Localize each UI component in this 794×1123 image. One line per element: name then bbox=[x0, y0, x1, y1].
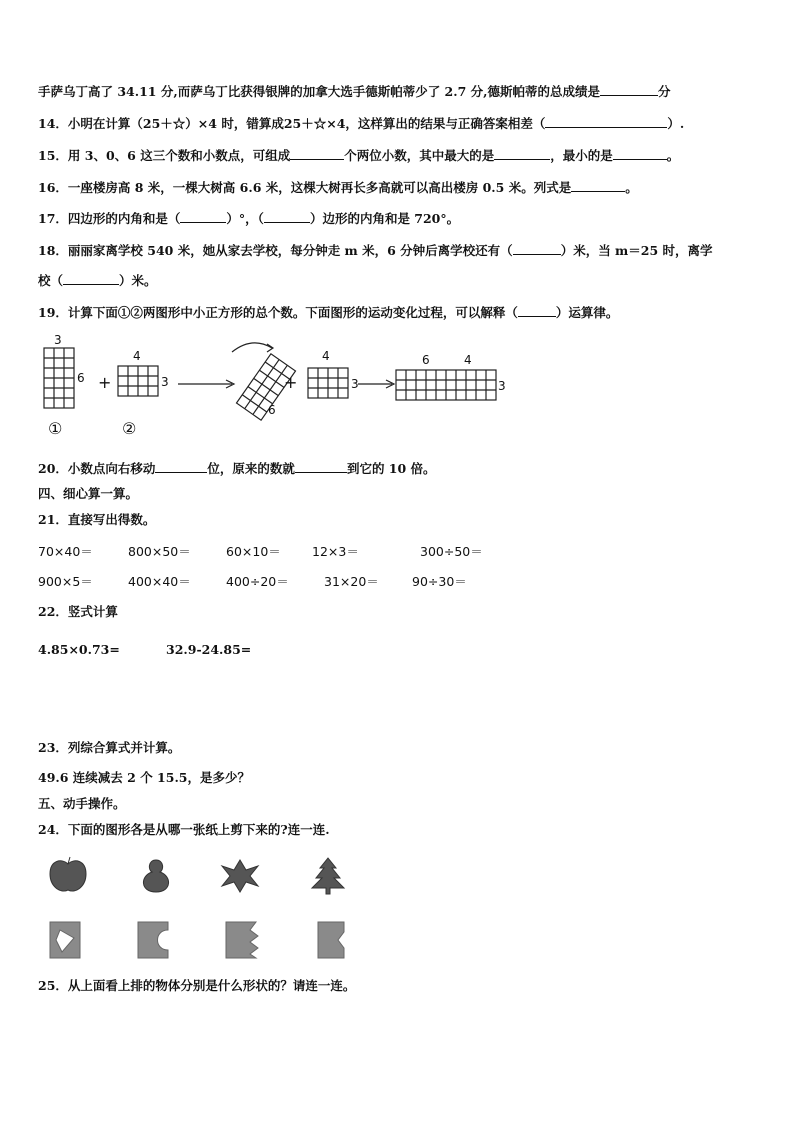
q22-number: 22． bbox=[38, 604, 68, 619]
q21-number: 21． bbox=[38, 512, 68, 527]
combined-height-label: 3 bbox=[498, 379, 506, 393]
q19-text-a: 计算下面①②两图形中小正方形的总个数。下面图形的运动变化过程，可以解释（ bbox=[67, 305, 518, 320]
q19-line bbox=[38, 304, 618, 321]
section-5-heading: 五、动手操作。 bbox=[38, 796, 126, 811]
q19-figure bbox=[36, 334, 506, 442]
q14-line bbox=[38, 115, 684, 132]
q15-blank-3[interactable] bbox=[613, 147, 667, 160]
q16-line bbox=[38, 179, 638, 196]
q25-text: 从上面看上排的物体分别是什么形状的？请连一连。 bbox=[67, 978, 356, 993]
q15-text-c: ，最小的是 bbox=[550, 148, 613, 163]
tree-icon[interactable] bbox=[312, 858, 344, 894]
q18-line-1 bbox=[38, 242, 713, 259]
q14-number: 14． bbox=[38, 116, 68, 131]
q22-line bbox=[38, 604, 118, 620]
fig2-height-label: 3 bbox=[161, 375, 169, 389]
calc-item: 90÷30＝ bbox=[412, 574, 467, 589]
paper-leaf-cut-icon[interactable] bbox=[50, 922, 80, 958]
q14-text: 小明在计算（25＋☆）×4 时，错算成25＋☆×4，这样算出的结果与正确答案相差（ bbox=[67, 116, 546, 131]
q25-line bbox=[38, 978, 355, 994]
calc-item: 800×50＝ bbox=[128, 544, 191, 559]
calc-item: 31×20＝ bbox=[324, 574, 379, 589]
q18-text-d: ）米。 bbox=[119, 273, 157, 288]
q24-number: 24． bbox=[38, 822, 68, 837]
q18-text-b: ）米，当 m＝25 时，离学 bbox=[560, 243, 713, 258]
q21-text: 直接写出得数。 bbox=[67, 512, 156, 527]
q25-number: 25． bbox=[38, 978, 68, 993]
q15-number: 15． bbox=[38, 148, 68, 163]
q20-text-a: 小数点向右移动 bbox=[67, 461, 156, 476]
q24-text: 下面的图形各是从哪一张纸上剪下来的?连一连. bbox=[67, 822, 330, 837]
rotation-arc-head bbox=[267, 344, 273, 352]
q17-blank-1[interactable] bbox=[180, 210, 226, 223]
q18-text-a: 丽丽家离学校 540 米，她从家去学校，每分钟走 m 米，6 分钟后离学校还有（ bbox=[67, 243, 513, 258]
q14-suffix: ）. bbox=[667, 116, 685, 131]
fig1-height-label: 6 bbox=[77, 371, 85, 385]
q21-line bbox=[38, 512, 155, 528]
q16-text: 一座楼房高 8 米，一棵大树高 6.6 米，这棵大树再长多高就可以高出楼房 0.5 米。列式是 bbox=[67, 180, 572, 195]
fig2-copy-width-label: 4 bbox=[322, 349, 330, 363]
q16-blank[interactable] bbox=[571, 179, 625, 192]
rotated-grid-label: 6 bbox=[268, 403, 276, 417]
q15-text-d: 。 bbox=[666, 148, 680, 163]
apple-icon[interactable] bbox=[50, 857, 86, 891]
q20-number: 20． bbox=[38, 461, 68, 476]
q15-blank-1[interactable] bbox=[290, 147, 344, 160]
plus-sign-2: + bbox=[284, 373, 298, 392]
q15-text-b: 个两位小数，其中最大的是 bbox=[344, 148, 495, 163]
q17-text-b: ）°，（ bbox=[226, 211, 264, 226]
calc-item: 900×5＝ bbox=[38, 574, 93, 589]
grid-figure-1 bbox=[44, 348, 74, 408]
rotation-arc bbox=[232, 343, 272, 352]
calc-item: 60×10＝ bbox=[226, 544, 281, 559]
q17-text-a: 四边形的内角和是（ bbox=[67, 211, 181, 226]
q17-blank-2[interactable] bbox=[264, 210, 310, 223]
q15-line bbox=[38, 147, 679, 164]
q17-text-c: ）边形的内角和是 720°。 bbox=[309, 211, 460, 226]
calc-item: 12×3＝ bbox=[312, 544, 359, 559]
section-4-heading: 四、细心算一算。 bbox=[38, 486, 139, 501]
fig1-width-label: 3 bbox=[54, 334, 62, 347]
combined-width-4-label: 4 bbox=[464, 353, 472, 367]
q16-suffix: 。 bbox=[625, 180, 638, 195]
q13-blank[interactable] bbox=[600, 83, 658, 96]
circle-1-label: ① bbox=[48, 419, 63, 438]
q20-blank-2[interactable] bbox=[295, 460, 347, 473]
q23-text: 列综合算式并计算。 bbox=[67, 740, 181, 755]
grid-figure-2-copy bbox=[308, 368, 348, 398]
q18-blank-2[interactable] bbox=[63, 272, 119, 285]
q14-blank[interactable] bbox=[545, 115, 667, 128]
calc-item: 400÷20＝ bbox=[226, 574, 289, 589]
q18-text-c: 校（ bbox=[38, 273, 64, 288]
q15-text-a: 用 3、0、6 这三个数和小数点，可组成 bbox=[67, 148, 291, 163]
q20-line bbox=[38, 460, 436, 477]
q23-number: 23． bbox=[38, 740, 68, 755]
combined-width-6-label: 6 bbox=[422, 353, 430, 367]
q20-text-c: 到它的 10 倍。 bbox=[346, 461, 436, 476]
calc-item: 70×40＝ bbox=[38, 544, 93, 559]
q16-number: 16． bbox=[38, 180, 68, 195]
q23-line bbox=[38, 740, 180, 756]
vertical-calc-item-2: 32.9-24.85= bbox=[166, 642, 252, 657]
paper-zigzag-cut-icon[interactable] bbox=[226, 922, 258, 958]
calc-item: 400×40＝ bbox=[128, 574, 191, 589]
q22-text: 竖式计算 bbox=[67, 604, 118, 619]
q20-blank-1[interactable] bbox=[155, 460, 207, 473]
grid-figure-2 bbox=[118, 366, 158, 396]
plus-sign-1: + bbox=[98, 373, 112, 392]
paper-round-cut-icon[interactable] bbox=[138, 922, 168, 958]
vertical-calc-item-1: 4.85×0.73= bbox=[38, 642, 120, 657]
q24-cutout-row bbox=[46, 856, 356, 896]
q24-paper-row bbox=[46, 918, 356, 962]
q20-text-b: 位，原来的数就 bbox=[207, 461, 295, 476]
q18-number: 18． bbox=[38, 243, 68, 258]
q19-text-b: ）运算律。 bbox=[555, 305, 619, 320]
circle-2-label: ② bbox=[122, 419, 137, 438]
q18-blank-1[interactable] bbox=[513, 242, 561, 255]
combined-grid bbox=[396, 370, 496, 400]
q17-number: 17． bbox=[38, 211, 68, 226]
q19-number: 19． bbox=[38, 305, 68, 320]
q13-line bbox=[38, 83, 671, 100]
q19-blank[interactable] bbox=[518, 304, 556, 317]
flower-icon[interactable] bbox=[222, 860, 258, 892]
q18-line-2 bbox=[38, 272, 157, 289]
q24-line bbox=[38, 822, 330, 838]
q13-text: 手萨乌丁高了 34.11 分,而萨乌丁比获得银牌的加拿大选手德斯帕蒂少了 2.7 分,德斯帕蒂的总成绩是 bbox=[38, 84, 601, 99]
paper-notch-cut-icon[interactable] bbox=[318, 922, 344, 958]
q13-suffix: 分 bbox=[658, 84, 671, 99]
calc-item: 300÷50＝ bbox=[420, 544, 483, 559]
q23-body: 49.6 连续减去 2 个 15.5，是多少？ bbox=[38, 770, 250, 785]
fig2-width-label: 4 bbox=[133, 349, 141, 363]
q17-line bbox=[38, 210, 459, 227]
gourd-icon[interactable] bbox=[143, 860, 168, 892]
fig2-copy-height-label: 3 bbox=[351, 377, 359, 391]
q15-blank-2[interactable] bbox=[494, 147, 550, 160]
